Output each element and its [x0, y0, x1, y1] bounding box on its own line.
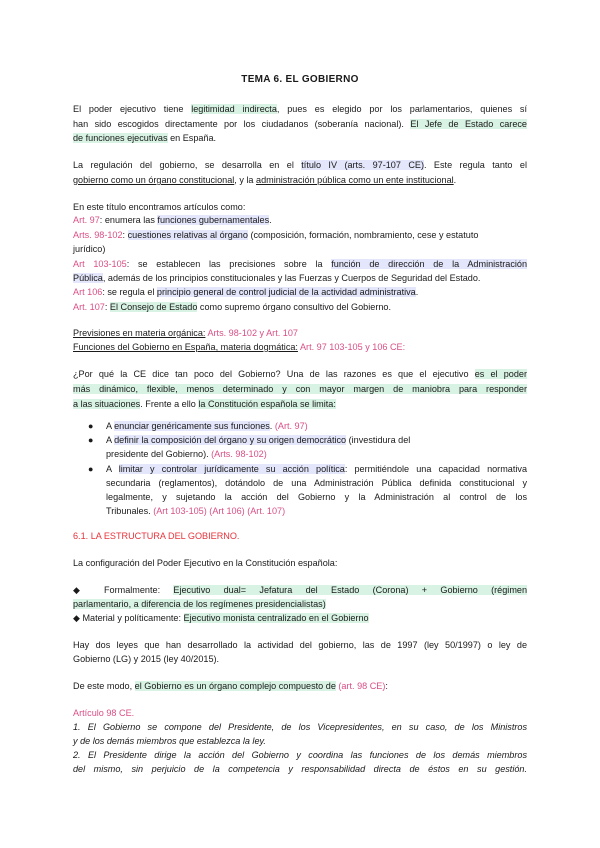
leyes-line-continued: Gobierno (LG) y 2015 (ley 40/2015). [73, 654, 220, 664]
funciones-line [73, 340, 527, 355]
text: A [106, 464, 119, 474]
highlight: título IV (arts. 97-107 CE) [301, 160, 424, 170]
intro-paragraph-line [73, 102, 527, 117]
text: : [385, 681, 388, 691]
text: (composición, formación, nombramiento, cese y estatuto [247, 230, 479, 240]
text: El poder ejecutivo tiene [73, 104, 192, 114]
question-paragraph-line [73, 367, 527, 382]
text: : [122, 230, 128, 240]
configuracion-line: La configuración del Poder Ejecutivo en la Constitución española: [73, 558, 338, 568]
text: De este modo, [73, 681, 135, 691]
text: . Frente a ello [140, 399, 199, 409]
underlined-text: Funciones del Gobierno en España, materia dogmática: [73, 342, 298, 352]
formalmente-line [73, 583, 527, 598]
bullet-item-continued: legalmente, y sujetando la acción del Gobierno y la Administración al control de los [106, 492, 527, 502]
article-ref: (Arts. 98-102) [211, 449, 267, 459]
text: (investidura del [346, 435, 411, 445]
article-item [73, 257, 527, 272]
highlight: Ejecutivo dual= Jefatura del Estado (Corona) + Gobierno (régimen [173, 585, 528, 595]
article-ref: (art. 98 CE) [338, 681, 386, 691]
highlight: más dinámico, flexible, menos determinado y con mayor margen de maniobra para responder [73, 384, 527, 394]
regulation-paragraph-line [73, 173, 527, 188]
highlight: la Constitución española se limita: [198, 399, 336, 409]
intro-paragraph-line [73, 131, 527, 146]
highlight: El Consejo de Estado [109, 302, 198, 312]
article-ref: (Art 103-105) (Art 106) (Art. 107) [153, 506, 286, 516]
regulation-paragraph-line [73, 158, 527, 173]
section-heading: 6.1. LA ESTRUCTURA DEL GOBIERNO. [73, 531, 240, 541]
bullet-item-continued [106, 447, 527, 462]
highlight: Ejecutivo monista centralizado en el Gobierno [183, 613, 369, 623]
highlight: el Gobierno es un órgano complejo compuesto de [134, 681, 336, 691]
text: : enumera las [99, 215, 158, 225]
page-title: TEMA 6. EL GOBIERNO [241, 74, 359, 85]
article-item [73, 213, 527, 228]
text: . Este regula tanto el [423, 160, 527, 170]
text: : permitiéndole una capacidad normativa [344, 464, 527, 474]
diamond-bullet-icon: ◆ [73, 585, 91, 595]
article-ref: Art. 97 103-105 y 106 CE: [297, 342, 406, 352]
article-98-text: del mismo, sin perjuicio de la competencia y responsabilidad directa de éstos en su gestión. [73, 764, 527, 774]
text: La regulación del gobierno, se desarrolla en el [73, 160, 302, 170]
article-ref: Arts. 98-102 [73, 230, 123, 240]
text: : se establecen las precisiones sobre la [126, 259, 332, 269]
article-item [73, 228, 527, 243]
article-item-continued [73, 271, 527, 286]
text: : se regula el [102, 287, 157, 297]
text: ¿Por qué la CE dice tan poco del Gobierno? Una de las razones es que el ejecutivo [73, 369, 475, 379]
bullet-item [106, 462, 527, 477]
bullet-item-continued [106, 504, 527, 519]
bullet-item [106, 433, 527, 448]
highlight: parlamentario, a diferencia de los regímenes presidencialistas) [73, 599, 326, 609]
text: , además de los principios constitucionales y las Fuerzas y Cuerpos de Seguridad del Estado. [102, 273, 481, 283]
underlined-text: gobierno como un órgano constitucional [73, 175, 235, 185]
underlined-text: Previsiones en materia orgánica: [73, 328, 206, 338]
bullet-icon: ● [88, 421, 94, 431]
article-ref: Art. 107 [73, 302, 105, 312]
bullet-icon: ● [88, 464, 94, 474]
article-ref: Art. 97 [73, 215, 100, 225]
article-98-heading: Artículo 98 CE. [73, 708, 135, 718]
highlight: Pública [73, 273, 103, 283]
text: . [453, 175, 457, 185]
article-ref: Art 106 [73, 287, 103, 297]
text: como supremo órgano consultivo del Gobierno. [197, 302, 391, 312]
article-item [73, 285, 527, 300]
article-ref: Arts. 98-102 y Art. 107 [205, 328, 298, 338]
underlined-text: administración pública como un ente institucional [256, 175, 454, 185]
article-98-text: 1. El Gobierno se compone del Presidente, de los Vicepresidentes, en su caso, de los Ministros [73, 722, 527, 732]
highlight: cuestiones relativas al órgano [127, 230, 248, 240]
text: . [415, 287, 419, 297]
text: Formalmente: [90, 585, 174, 595]
text: , y la [234, 175, 257, 185]
highlight: de funciones ejecutivas [73, 133, 168, 143]
bullet-item [106, 419, 527, 434]
article-item [73, 300, 527, 315]
highlight: definir la composición del órgano y su origen democrático [114, 435, 347, 445]
text: : [104, 302, 110, 312]
previsiones-line [73, 326, 527, 341]
question-paragraph-line [73, 397, 527, 412]
text: . [269, 215, 272, 225]
highlight: es el poder [474, 369, 527, 379]
material-line [73, 611, 527, 626]
highlight: legitimidad indirecta [191, 104, 277, 114]
leyes-line: Hay dos leyes que han desarrollado la actividad del gobierno, las de 1997 (ley 50/1997) o ley de [73, 640, 527, 650]
text: Tribunales. [106, 506, 154, 516]
article-ref: (Art. 97) [274, 421, 308, 431]
highlight: principio general de control judicial de la actividad administrativa [156, 287, 416, 297]
question-paragraph-line [73, 382, 527, 397]
article-98-text: 2. El Presidente dirige la acción del Gobierno y coordina las funciones de los demás miembros [73, 750, 527, 760]
composicion-line [73, 679, 527, 694]
diamond-bullet-icon: ◆ [73, 613, 80, 623]
highlight: El Jefe de Estado carece [410, 119, 527, 129]
highlight: limitar y controlar jurídicamente su acción política [118, 464, 345, 474]
formalmente-line-continued [73, 597, 527, 612]
text: Material y políticamente: [79, 613, 184, 623]
text: en España. [167, 133, 217, 143]
bullet-icon: ● [88, 435, 94, 445]
bullet-item-continued: secundaria (reglamentos), dotándolo de una Administración Pública definida constitucional y [106, 478, 527, 488]
article-item-continued: jurídico) [73, 244, 106, 254]
highlight: enunciar genéricamente sus funciones [114, 421, 270, 431]
highlight: funciones gubernamentales [157, 215, 270, 225]
text: presidente del Gobierno). [106, 449, 212, 459]
text: A [106, 435, 115, 445]
article-ref: Art 103-105 [73, 259, 127, 269]
text: A [106, 421, 115, 431]
text: . [269, 421, 275, 431]
articles-intro: En este título encontramos artículos como: [73, 202, 246, 212]
article-98-text: y de los demás miembros que establezca la ley. [73, 736, 266, 746]
intro-paragraph-line [73, 117, 527, 132]
text: han sido escogidos directamente por los ciudadanos (soberanía nacional). [73, 119, 411, 129]
highlight: a las situaciones [73, 399, 141, 409]
text: , pues es elegido por los parlamentarios, quienes sí [276, 104, 528, 114]
highlight: función de dirección de la Administración [331, 259, 528, 269]
